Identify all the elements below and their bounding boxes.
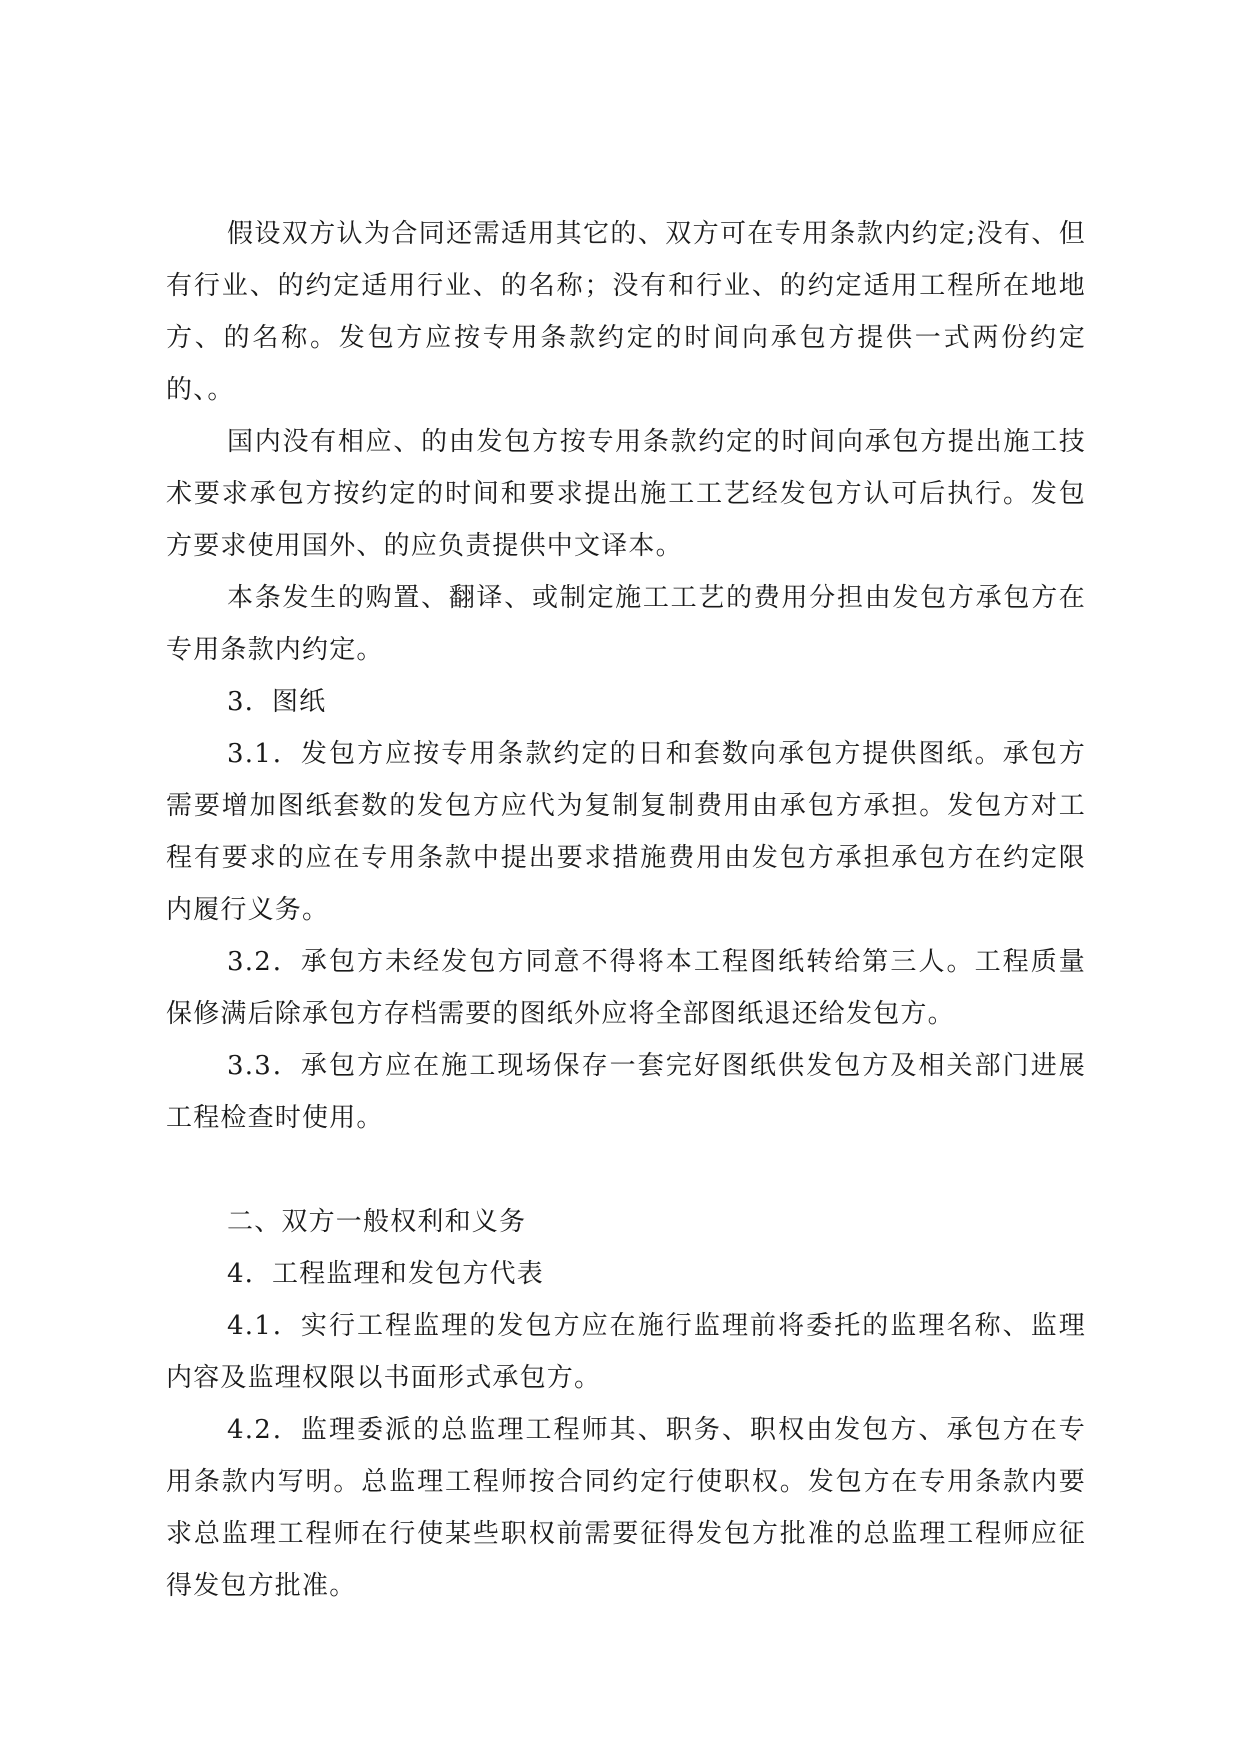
heading-supervision: 4．工程监理和发包方代表 <box>227 1259 544 1289</box>
heading-rights-obligations: 二、双方一般权利和义务 <box>227 1207 527 1237</box>
paragraph-cost-sharing: 本条发生的购置、翻译、或制定施工工艺的费用分担由发包方承包方在专用条款内约定。 <box>166 583 1086 665</box>
clause-4-1: 4.1．实行工程监理的发包方应在施行监理前将委托的监理名称、监理内容及监理权限以书面形式承包方。 <box>166 1311 1086 1393</box>
clause-3-3: 3.3．承包方应在施工现场保存一套完好图纸供发包方及相关部门进展工程检查时使用。 <box>166 1051 1086 1133</box>
clause-3-1: 3.1．发包方应按专用条款约定的日和套数向承包方提供图纸。承包方需要增加图纸套数的发包方应代为复制复制费用由承包方承担。发包方对工程有要求的应在专用条款中提出要求措施费用由发包方承担承包方在约定限内履行义务。 <box>166 739 1086 925</box>
clause-4-2: 4.2．监理委派的总监理工程师其、职务、职权由发包方、承包方在专用条款内写明。总监理工程师按合同约定行使职权。发包方在专用条款内要求总监理工程师在行使某些职权前需要征得发包方批准的总监理工程师应征得发包方批准。 <box>166 1415 1086 1601</box>
heading-drawings: 3．图纸 <box>227 687 327 717</box>
section-spacer <box>166 1144 1086 1196</box>
document-body <box>166 208 1086 1612</box>
paragraph-applicable-standards: 假设双方认为合同还需适用其它的、双方可在专用条款内约定;没有、但有行业、的约定适用行业、的名称；没有和行业、的约定适用工程所在地地方、的名称。发包方应按专用条款约定的时间向承包方提供一式两份约定的、。 <box>166 219 1086 405</box>
clause-3-2: 3.2．承包方未经发包方同意不得将本工程图纸转给第三人。工程质量保修满后除承包方存档需要的图纸外应将全部图纸退还给发包方。 <box>166 947 1086 1029</box>
paragraph-technical-requirements: 国内没有相应、的由发包方按专用条款约定的时间向承包方提出施工技术要求承包方按约定的时间和要求提出施工工艺经发包方认可后执行。发包方要求使用国外、的应负责提供中文译本。 <box>166 427 1086 561</box>
